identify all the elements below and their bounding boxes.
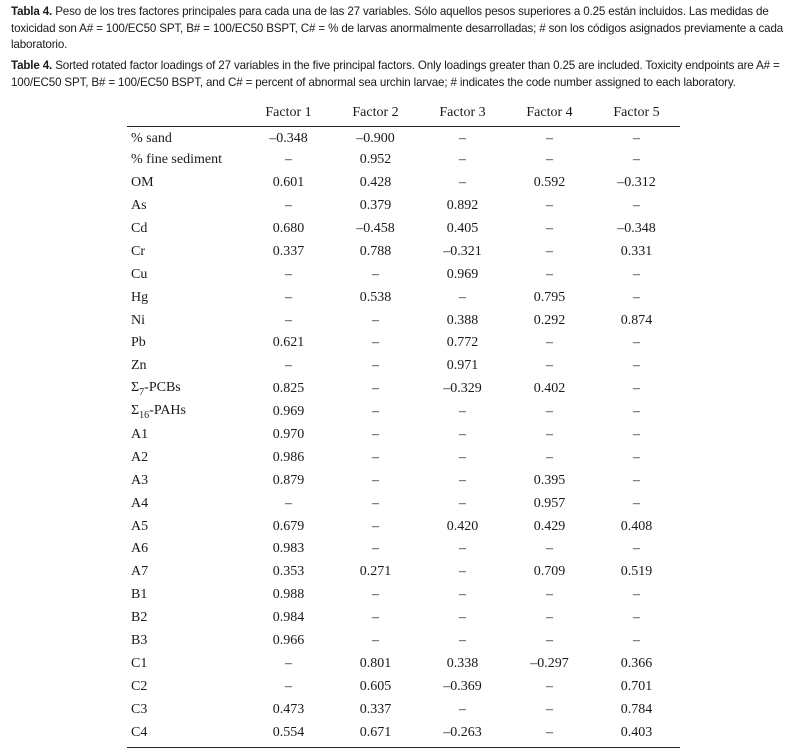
variable-label: % sand xyxy=(131,131,172,147)
caption-english-label: Table 4. xyxy=(11,59,53,72)
loading-factor-1: – xyxy=(285,312,292,328)
variable-label: A6 xyxy=(131,541,149,557)
variable-label: C1 xyxy=(131,655,148,671)
loading-factor-2: – xyxy=(372,472,379,488)
loading-factor-2: – xyxy=(372,610,379,626)
table-row xyxy=(127,584,680,607)
loading-factor-5: – xyxy=(633,404,640,420)
loading-factor-3: – xyxy=(459,610,466,626)
loading-factor-4: – xyxy=(546,587,553,603)
loading-factor-1: – xyxy=(285,198,292,214)
caption-spanish xyxy=(11,4,799,54)
loading-factor-1: 0.983 xyxy=(272,541,305,557)
table-row xyxy=(127,469,680,492)
loading-factor-1: 0.970 xyxy=(272,427,305,443)
variable-suffix: -PCBs xyxy=(144,380,181,396)
loading-factor-1: 0.337 xyxy=(272,243,305,259)
table-body xyxy=(127,126,680,744)
variable-label: C3 xyxy=(131,701,148,717)
header-factor-3: Factor 3 xyxy=(419,100,506,126)
variable-name xyxy=(127,149,245,172)
loading-factor-4: – xyxy=(546,243,553,259)
loading-factor-5: – xyxy=(633,266,640,282)
loading-factor-3: 0.969 xyxy=(446,266,479,282)
loading-factor-1: – xyxy=(285,358,292,374)
loading-factor-4: – xyxy=(546,198,553,214)
loading-factor-5: 0.784 xyxy=(620,701,653,717)
loading-factor-5: – xyxy=(633,541,640,557)
loading-factor-3: 0.338 xyxy=(446,655,479,671)
loading-factor-5: 0.403 xyxy=(620,724,653,740)
table-row xyxy=(127,218,680,241)
loading-factor-2: 0.671 xyxy=(359,724,392,740)
loading-factor-3: – xyxy=(459,152,466,168)
loading-factor-2: 0.605 xyxy=(359,678,392,694)
variable-label: Hg xyxy=(131,289,149,305)
variable-label: Cd xyxy=(131,221,148,236)
table-row xyxy=(127,492,680,515)
variable-name xyxy=(127,332,245,355)
loading-factor-1: 0.966 xyxy=(272,633,305,649)
loading-factor-3: –0.263 xyxy=(443,724,482,740)
loading-factor-5: – xyxy=(633,449,640,465)
variable-name xyxy=(127,355,245,378)
loading-factor-4: 0.709 xyxy=(533,564,566,580)
loading-factor-1: 0.679 xyxy=(272,518,305,534)
loading-factor-5: – xyxy=(633,495,640,511)
table-row xyxy=(127,721,680,744)
loading-factor-4: – xyxy=(546,152,553,168)
variable-label: B1 xyxy=(131,587,148,603)
variable-name xyxy=(127,424,245,447)
variable-label: Σ xyxy=(131,403,140,419)
loading-factor-2: 0.538 xyxy=(359,289,392,305)
table-header xyxy=(127,100,680,126)
table-row xyxy=(127,263,680,286)
variable-label: Pb xyxy=(131,335,146,351)
loading-factor-4: – xyxy=(546,724,553,740)
loading-factor-4: – xyxy=(546,335,553,351)
loading-factor-5: – xyxy=(633,289,640,305)
variable-label: A4 xyxy=(131,495,149,511)
loading-factor-4: –0.297 xyxy=(530,655,569,671)
variable-label: B3 xyxy=(131,633,148,649)
variable-name xyxy=(127,469,245,492)
loading-factor-2: –0.900 xyxy=(356,131,395,147)
table-row xyxy=(127,309,680,332)
caption-spanish-text: Peso de los tres factores principales para cada una de las 27 variables. Sólo aquellos pesos superiores a 0.25 están incluidos. Las medidas de toxicidad son A# = 100/EC50 SPT, B# = 100/EC50 BSPT, C# = % de larvas anormalmente desarrolladas; # son los códigos asignados previamente a cada laboratorio. xyxy=(11,5,784,51)
loading-factor-3: 0.892 xyxy=(446,198,479,214)
loading-factor-5: 0.519 xyxy=(620,564,653,580)
variable-label: A7 xyxy=(131,564,149,580)
loading-factor-2: – xyxy=(372,518,379,534)
loading-factor-5: –0.348 xyxy=(617,221,656,236)
variable-label: C2 xyxy=(131,678,148,694)
loading-factor-1: –0.348 xyxy=(269,131,308,147)
header-row xyxy=(127,100,680,126)
variable-name xyxy=(127,607,245,630)
loading-factor-4: – xyxy=(546,701,553,717)
variable-subscript: 16 xyxy=(139,410,150,422)
loading-factor-5: – xyxy=(633,198,640,214)
loading-factor-5: 0.874 xyxy=(620,312,653,328)
variable-name xyxy=(127,561,245,584)
variable-label: Cr xyxy=(131,243,145,259)
variable-name xyxy=(127,263,245,286)
loading-factor-4: – xyxy=(546,131,553,147)
table-row xyxy=(127,355,680,378)
loading-factor-3: 0.772 xyxy=(446,335,479,351)
loading-factor-4: 0.402 xyxy=(533,381,566,397)
table-row xyxy=(127,538,680,561)
loading-factor-5: –0.312 xyxy=(617,175,656,191)
variable-name xyxy=(127,401,245,424)
loading-factor-1: – xyxy=(285,152,292,168)
header-variable xyxy=(127,100,245,126)
loading-factor-3: 0.971 xyxy=(446,358,479,374)
table-row xyxy=(127,515,680,538)
loading-factor-2: – xyxy=(372,587,379,603)
table-row xyxy=(127,675,680,698)
loading-factor-1: – xyxy=(285,678,292,694)
loading-factor-2: – xyxy=(372,427,379,443)
loading-factor-1: 0.680 xyxy=(272,221,305,236)
variable-label: Cu xyxy=(131,266,148,282)
loading-factor-2: 0.801 xyxy=(359,655,392,671)
loading-factor-2: 0.788 xyxy=(359,243,392,259)
variable-name xyxy=(127,286,245,309)
loading-factor-1: 0.988 xyxy=(272,587,305,603)
loading-factor-3: – xyxy=(459,587,466,603)
loading-factor-2: 0.271 xyxy=(359,564,392,580)
loading-factor-5: – xyxy=(633,335,640,351)
loading-factor-3: – xyxy=(459,701,466,717)
variable-label: A1 xyxy=(131,427,149,443)
variable-name xyxy=(127,630,245,653)
variable-name xyxy=(127,446,245,469)
variable-name xyxy=(127,309,245,332)
loading-factor-1: 0.969 xyxy=(272,404,305,420)
variable-label: A3 xyxy=(131,472,149,488)
loading-factor-5: – xyxy=(633,427,640,443)
table-row xyxy=(127,698,680,721)
variable-name xyxy=(127,698,245,721)
loading-factor-1: 0.353 xyxy=(272,564,305,580)
factor-loadings-table xyxy=(127,100,680,744)
loading-factor-2: – xyxy=(372,381,379,397)
loading-factor-3: – xyxy=(459,427,466,443)
loading-factor-3: –0.329 xyxy=(443,381,482,397)
loading-factor-4: – xyxy=(546,266,553,282)
variable-name xyxy=(127,538,245,561)
loading-factor-1: 0.621 xyxy=(272,335,305,351)
loading-factor-3: – xyxy=(459,449,466,465)
loading-factor-4: – xyxy=(546,633,553,649)
variable-name xyxy=(127,218,245,241)
loading-factor-2: 0.379 xyxy=(359,198,392,214)
table-row xyxy=(127,607,680,630)
loading-factor-2: – xyxy=(372,541,379,557)
loading-factor-3: – xyxy=(459,472,466,488)
table-row xyxy=(127,240,680,263)
table-row xyxy=(127,424,680,447)
variable-name xyxy=(127,652,245,675)
loading-factor-2: – xyxy=(372,404,379,420)
variable-name xyxy=(127,492,245,515)
variable-name xyxy=(127,172,245,195)
loading-factor-3: 0.405 xyxy=(446,221,479,236)
table-row xyxy=(127,332,680,355)
loading-factor-2: 0.428 xyxy=(359,175,392,191)
loading-factor-2: – xyxy=(372,449,379,465)
loading-factor-3: – xyxy=(459,404,466,420)
loading-factor-3: –0.369 xyxy=(443,678,482,694)
loading-factor-5: – xyxy=(633,587,640,603)
loading-factor-5: – xyxy=(633,381,640,397)
loading-factor-2: – xyxy=(372,633,379,649)
variable-label: % fine sediment xyxy=(131,152,222,168)
caption-spanish-label: Tabla 4. xyxy=(11,5,53,18)
loading-factor-4: – xyxy=(546,358,553,374)
loading-factor-4: – xyxy=(546,221,553,236)
variable-label: B2 xyxy=(131,610,148,626)
loading-factor-1: – xyxy=(285,495,292,511)
variable-label: A2 xyxy=(131,449,149,465)
variable-label: Σ xyxy=(131,380,140,396)
table-row xyxy=(127,195,680,218)
header-factor-1: Factor 1 xyxy=(245,100,332,126)
header-factor-2: Factor 2 xyxy=(332,100,419,126)
loading-factor-2: – xyxy=(372,358,379,374)
loading-factor-1: 0.554 xyxy=(272,724,305,740)
caption-english xyxy=(11,58,799,91)
header-factor-5: Factor 5 xyxy=(593,100,680,126)
loading-factor-4: – xyxy=(546,610,553,626)
loading-factor-3: – xyxy=(459,175,466,191)
loading-factor-2: 0.952 xyxy=(359,152,392,168)
variable-name xyxy=(127,515,245,538)
loading-factor-5: – xyxy=(633,472,640,488)
loading-factor-3: – xyxy=(459,541,466,557)
loading-factor-5: – xyxy=(633,131,640,147)
loading-factor-3: – xyxy=(459,289,466,305)
variable-name xyxy=(127,126,245,149)
loading-factor-2: – xyxy=(372,335,379,351)
loading-factor-2: 0.337 xyxy=(359,701,392,717)
loading-factor-4: 0.795 xyxy=(533,289,566,305)
variable-name xyxy=(127,584,245,607)
loading-factor-3: – xyxy=(459,633,466,649)
table-row xyxy=(127,630,680,653)
loading-factor-5: 0.331 xyxy=(620,243,653,259)
loading-factor-5: – xyxy=(633,633,640,649)
caption-english-text: Sorted rotated factor loadings of 27 variables in the five principal factors. Only loadings greater than 0.25 are included. Toxicity endpoints are A# = 100/EC50 SPT, B# = 100/EC50 BSPT, and C# = percent of abnormal sea urchin larvae; # indicates the code number assigned to each laboratory. xyxy=(11,59,780,89)
loading-factor-1: 0.984 xyxy=(272,610,305,626)
variable-subscript: 7 xyxy=(139,387,145,399)
variable-label: Ni xyxy=(131,312,145,328)
loading-factor-1: 0.879 xyxy=(272,472,305,488)
loading-factor-3: –0.321 xyxy=(443,243,482,259)
variable-label: A5 xyxy=(131,518,149,534)
loading-factor-1: – xyxy=(285,289,292,305)
loading-factor-4: – xyxy=(546,449,553,465)
header-factor-4: Factor 4 xyxy=(506,100,593,126)
variable-label: OM xyxy=(131,175,154,191)
loading-factor-3: – xyxy=(459,564,466,580)
loading-factor-2: – xyxy=(372,266,379,282)
variable-name xyxy=(127,240,245,263)
table-row xyxy=(127,126,680,149)
loading-factor-1: 0.986 xyxy=(272,449,305,465)
loading-factor-1: 0.601 xyxy=(272,175,305,191)
loading-factor-1: 0.825 xyxy=(272,381,305,397)
loading-factor-1: 0.473 xyxy=(272,701,305,717)
variable-name xyxy=(127,675,245,698)
variable-suffix: -PAHs xyxy=(149,403,186,419)
table-row xyxy=(127,286,680,309)
table-row xyxy=(127,149,680,172)
loading-factor-4: – xyxy=(546,404,553,420)
loading-factor-3: – xyxy=(459,131,466,147)
loading-factor-5: 0.701 xyxy=(620,678,653,694)
variable-name xyxy=(127,721,245,744)
loading-factor-4: – xyxy=(546,678,553,694)
table-row xyxy=(127,172,680,195)
variable-name xyxy=(127,378,245,401)
table-row xyxy=(127,378,680,401)
loading-factor-4: 0.592 xyxy=(533,175,566,191)
loading-factor-5: 0.366 xyxy=(620,655,653,671)
loading-factor-5: – xyxy=(633,610,640,626)
loading-factor-4: 0.957 xyxy=(533,495,566,511)
loading-factor-4: – xyxy=(546,427,553,443)
loading-factor-5: – xyxy=(633,358,640,374)
variable-label: C4 xyxy=(131,724,148,740)
loading-factor-4: 0.429 xyxy=(533,518,566,534)
loading-factor-1: – xyxy=(285,655,292,671)
loading-factor-4: 0.395 xyxy=(533,472,566,488)
loading-factor-1: – xyxy=(285,266,292,282)
loading-factor-5: 0.408 xyxy=(620,518,653,534)
variable-label: Zn xyxy=(131,358,147,374)
loading-factor-3: 0.388 xyxy=(446,312,479,328)
loading-factor-4: 0.292 xyxy=(533,312,566,328)
table-row xyxy=(127,652,680,675)
table-row xyxy=(127,401,680,424)
variable-name xyxy=(127,195,245,218)
loading-factor-4: – xyxy=(546,541,553,557)
variable-label: As xyxy=(131,198,147,214)
loading-factor-2: – xyxy=(372,312,379,328)
loading-factor-5: – xyxy=(633,152,640,168)
loading-factor-2: – xyxy=(372,495,379,511)
loading-factor-3: – xyxy=(459,495,466,511)
table-row xyxy=(127,446,680,469)
loading-factor-2: –0.458 xyxy=(356,221,395,236)
table-row xyxy=(127,561,680,584)
loading-factor-3: 0.420 xyxy=(446,518,479,534)
